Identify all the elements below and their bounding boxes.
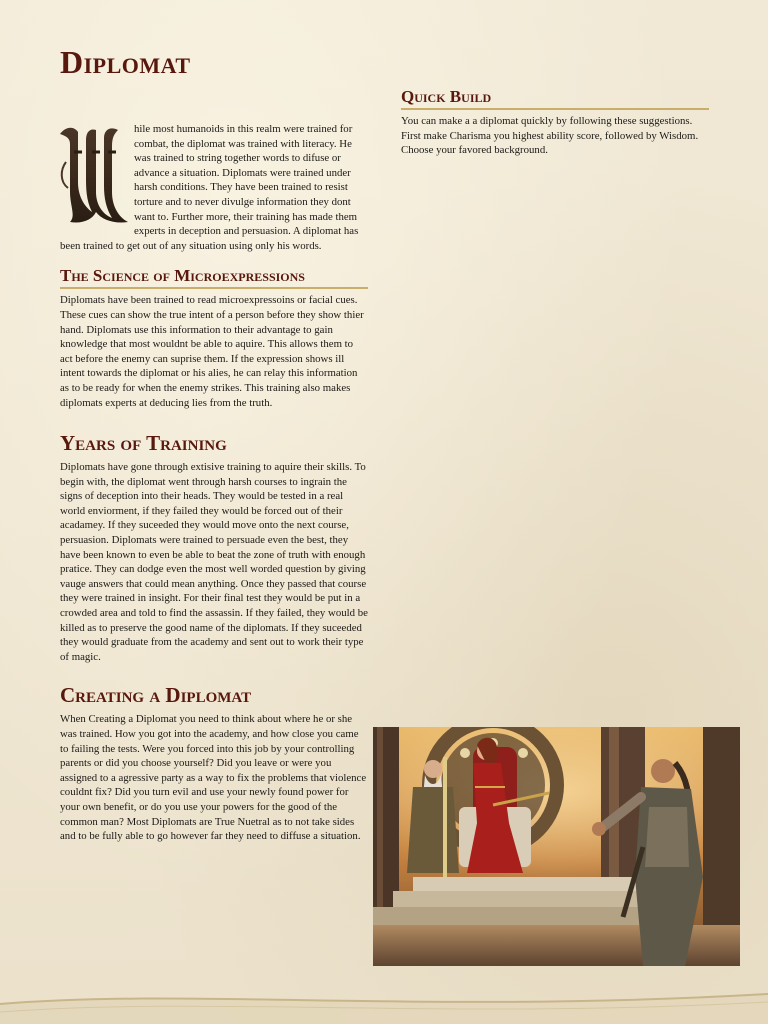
throne-room-scene-icon: [373, 727, 740, 966]
creating-text: When Creating a Diplomat you need to think about where he or she was trained. How you got into the academy, and how close you came to failing the tests. Were you forced into this job by your controlling parents or did you choose yourself? Did you leave or were you assigned to a agressive party as a way to fix the problems that violence couldnt fix? Did you turn evil and use your newly found power for your own benefit, or do you use your powers for the good of the common man? Most Diplomats are True Nuetral as to not take sides and to be fully able to go however far they need to diffuse a situation.: [60, 713, 367, 843]
right-column: [401, 86, 709, 158]
science-heading: The Science of Microexpressions: [60, 265, 368, 289]
years-heading: Years of Training: [60, 431, 227, 456]
intro-text: hile most humanoids in this realm were trained for combat, the diplomat was trained with literacy. He was trained to string together words to difuse or advance a situation. Diplomats were trained under harsh conditions. They have been trained to resist torture and to never divulge information they dont want to. Further more, their training has made them experts in deception and persuasion. A diplomat has been trained to get out of any situation using only his words.: [60, 123, 359, 252]
creating-heading: Creating a Diplomat: [60, 683, 252, 708]
section-science: [60, 265, 368, 410]
left-column: [60, 44, 368, 844]
science-text: Diplomats have been trained to read microexpressoins or facial cues. These cues can show the true intent of a person before they show thier hand. Diplomats use this information to their advantage to gain knowledge that most wouldnt be able to aquire. This allows them to act before the enemy can suprise them. If the expression shows ill intent towards the diplomat or his alies, he can relay this information as to be ready for when the enemy strikes. This training also makes diplomats experts at deducing lies from the truth.: [60, 294, 364, 409]
diplomat-illustration: [373, 727, 740, 966]
section-creating: [60, 682, 368, 843]
quick-build-heading: Quick Build: [401, 86, 709, 110]
footer-ornament-icon: [0, 978, 768, 1024]
page-title: Diplomat: [60, 44, 191, 80]
intro-paragraph: [60, 122, 368, 253]
drop-cap: [56, 122, 130, 226]
years-text: Diplomats have gone through extisive training to aquire their skills. To begin with, the diplomat went through harsh courses to ingrain the signs of deception into their heads. They would be tested in a real world enviorment, if they failed they would be forced out of their acadamey. If they suceeded they would move onto the next course, persuasion. Diplomats were trained to persuade even the best, they have been known to even be able to beat the zone of truth with enough pratice. They can dodge even the most well worded question by giving vauge answers that could mean anything. Once they passed that course they were trained in insight. For their final test they would be put in a crowded area and told to find the assassin. If they failed, they would be killed as to preserve the good name of the diplomats. If they suceeded they would graduate from the academy and sent out to work their type of magic.: [60, 461, 368, 663]
quick-build-text: You can make a a diplomat quickly by following these suggestions. First make Charisma you highest ability score, followed by Wisdom. Choose your favored background.: [401, 115, 699, 157]
section-years: [60, 430, 368, 664]
